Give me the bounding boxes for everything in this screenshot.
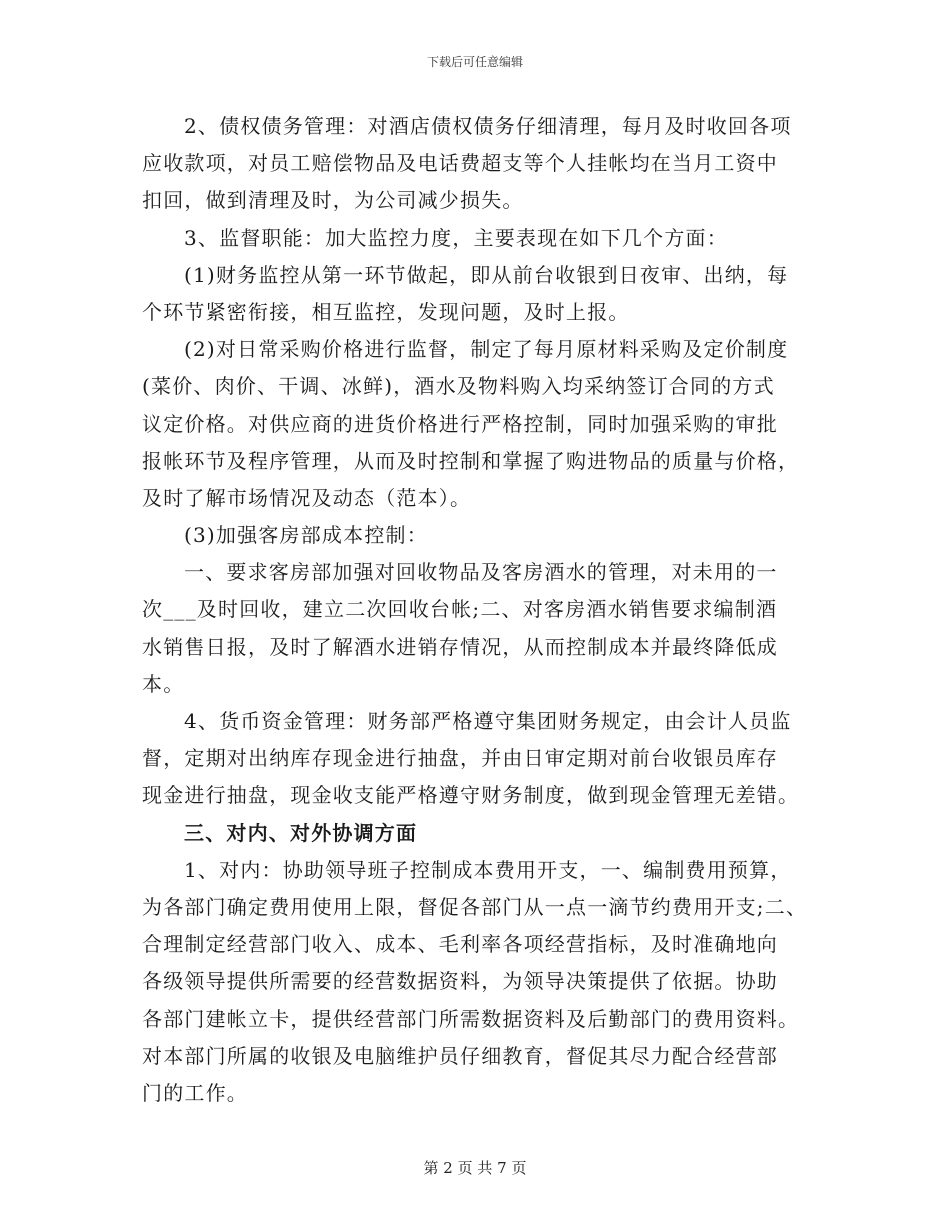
paragraph-line: (菜价、肉价、干调、冰鲜)，酒水及物料购入均采纳签订合同的方式 bbox=[142, 374, 775, 399]
paragraph-line: 报帐环节及程序管理，从而及时控制和掌握了购进物品的质量与价格， bbox=[142, 448, 800, 473]
section-heading: 三、对内、对外协调方面 bbox=[184, 820, 418, 845]
paragraph-line: 为各部门确定费用使用上限，督促各部门从一点一滴节约费用开支;二、 bbox=[142, 894, 808, 919]
page-number: 第 2 页 共 7 页 bbox=[423, 1159, 527, 1177]
paragraph-line: 1、对内：协助领导班子控制成本费用开支，一、编制费用预算， bbox=[184, 857, 792, 882]
paragraph-line: 督，定期对出纳库存现金进行抽盘，并由日审定期对前台收银员库存 bbox=[142, 746, 778, 771]
paragraph-line: 议定价格。对供应商的进货价格进行严格控制，同时加强采购的审批 bbox=[142, 411, 778, 436]
paragraph-line: 一、要求客房部加强对回收物品及客房酒水的管理，对未用的一 bbox=[184, 560, 778, 585]
paragraph-line: 次___及时回收，建立二次回收台帐;二、对客房酒水销售要求编制酒 bbox=[142, 597, 778, 622]
page-header-note: 下载后可任意编辑 bbox=[426, 55, 523, 69]
paragraph-line: 现金进行抽盘，现金收支能严格遵守财务制度，做到现金管理无差错。 bbox=[142, 783, 800, 808]
paragraph-line: 2、债权债务管理：对酒店债权债务仔细清理，每月及时收回各项 bbox=[184, 114, 792, 138]
paragraph-line: 水销售日报，及时了解酒水进销存情况，从而控制成本并最终降低成 bbox=[142, 634, 778, 659]
paragraph-line: 合理制定经营部门收入、成本、毛利率各项经营指标，及时准确地向 bbox=[142, 932, 778, 957]
paragraph-line: (3)加强客房部成本控制： bbox=[184, 523, 428, 548]
document-body bbox=[142, 108, 822, 1112]
paragraph-line: 各部门建帐立卡，提供经营部门所需数据资料及后勤部门的费用资料。 bbox=[142, 1006, 800, 1031]
paragraph-line: 3、监督职能：加大监控力度，主要表现在如下几个方面： bbox=[184, 225, 728, 250]
paragraph-line: 及时了解市场情况及动态（范本）。 bbox=[142, 485, 472, 510]
paragraph-line: (1)财务监控从第一环节做起，即从前台收银到日夜审、出纳，每 bbox=[184, 262, 789, 287]
paragraph-line: 门的工作。 bbox=[142, 1080, 248, 1105]
paragraph-line: 应收款项，对员工赔偿物品及电话费超支等个人挂帐均在当月工资中 bbox=[142, 151, 778, 176]
paragraph-line: 个环节紧密衔接，相互监控，发现问题，及时上报。 bbox=[142, 299, 630, 324]
paragraph-line: 本。 bbox=[142, 671, 185, 696]
paragraph-line: 4、货币资金管理：财务部严格遵守集团财务规定，由会计人员监 bbox=[184, 709, 792, 733]
paragraph-line: 各级领导提供所需要的经营数据资料，为领导决策提供了依据。协助 bbox=[142, 969, 778, 994]
paragraph-line: (2)对日常采购价格进行监督，制定了每月原材料采购及定价制度 bbox=[184, 337, 789, 362]
paragraph-line: 扣回，做到清理及时，为公司减少损失。 bbox=[142, 188, 524, 213]
paragraph-line: 对本部门所属的收银及电脑维护员仔细教育，督促其尽力配合经营部 bbox=[142, 1043, 778, 1068]
